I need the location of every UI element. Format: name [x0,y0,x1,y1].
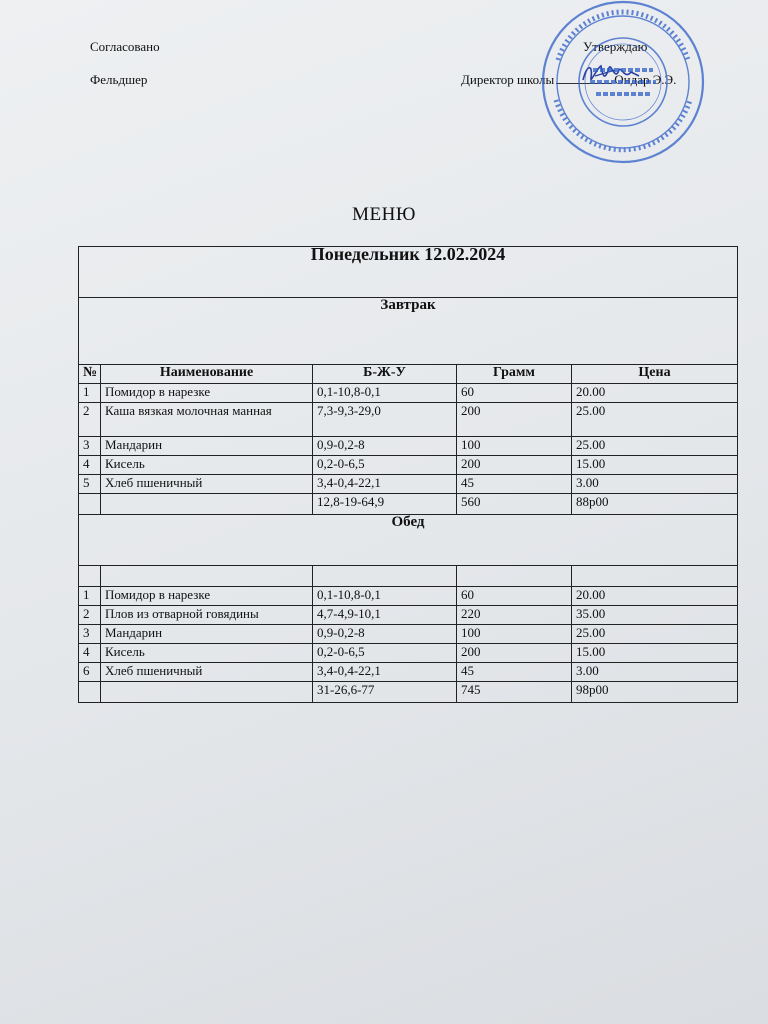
item-name: Хлеб пшеничный [101,663,313,682]
item-grams: 100 [457,437,572,456]
item-no: 1 [79,384,101,403]
item-grams: 200 [457,456,572,475]
item-grams: 45 [457,475,572,494]
item-no: 1 [79,587,101,606]
item-name: Кисель [101,456,313,475]
item-price: 20.00 [572,587,738,606]
item-price: 25.00 [572,625,738,644]
column-header-price: Цена [572,365,738,384]
blank-row [79,566,738,587]
table-row [79,663,738,682]
item-grams: 60 [457,384,572,403]
empty-cell [101,494,313,515]
item-no: 3 [79,437,101,456]
item-name: Плов из отварной говядины [101,606,313,625]
breakfast-total-row [79,494,738,515]
total-bju: 31-26,6-77 [313,682,457,703]
item-name: Мандарин [101,625,313,644]
item-name: Помидор в нарезке [101,587,313,606]
table-row [79,644,738,663]
item-name: Мандарин [101,437,313,456]
table-row [79,587,738,606]
item-price: 25.00 [572,403,738,437]
item-no: 2 [79,403,101,437]
total-grams: 745 [457,682,572,703]
table-row [79,437,738,456]
director-name: Ондар Э.Э. [614,72,677,87]
feldsher-label: Фельдшер [90,72,148,87]
item-price: 15.00 [572,644,738,663]
menu-table [78,246,738,703]
table-row [79,475,738,494]
table-row [79,606,738,625]
item-price: 3.00 [572,663,738,682]
item-name: Каша вязкая молочная манная [101,403,313,437]
item-no: 2 [79,606,101,625]
column-header-grams: Грамм [457,365,572,384]
item-bju: 7,3-9,3-29,0 [313,403,457,437]
item-no: 4 [79,644,101,663]
item-bju: 4,7-4,9-10,1 [313,606,457,625]
item-bju: 3,4-0,4-22,1 [313,475,457,494]
page-title: МЕНЮ [352,204,416,225]
item-name: Кисель [101,644,313,663]
breakfast-heading: Завтрак [79,298,738,365]
column-header-bju: Б-Ж-У [313,365,457,384]
item-bju: 0,2-0-6,5 [313,456,457,475]
table-row [79,403,738,437]
approve-label: Утверждаю [583,39,648,54]
empty-cell [79,494,101,515]
day-row [79,247,738,298]
item-bju: 0,2-0-6,5 [313,644,457,663]
empty-cell [79,682,101,703]
item-price: 35.00 [572,606,738,625]
director-label: Директор школы [461,72,555,87]
item-bju: 3,4-0,4-22,1 [313,663,457,682]
item-grams: 45 [457,663,572,682]
lunch-total-row [79,682,738,703]
lunch-heading: Обед [79,515,738,566]
item-grams: 200 [457,644,572,663]
total-grams: 560 [457,494,572,515]
item-name: Хлеб пшеничный [101,475,313,494]
total-bju: 12,8-19-64,9 [313,494,457,515]
item-price: 3.00 [572,475,738,494]
empty-cell [101,682,313,703]
item-bju: 0,9-0,2-8 [313,437,457,456]
breakfast-row [79,298,738,365]
item-no: 5 [79,475,101,494]
item-name: Помидор в нарезке [101,384,313,403]
lunch-row [79,515,738,566]
item-no: 6 [79,663,101,682]
item-grams: 60 [457,587,572,606]
item-price: 20.00 [572,384,738,403]
item-bju: 0,1-10,8-0,1 [313,587,457,606]
school-stamp-seal [538,0,708,170]
column-header-name: Наименование [101,365,313,384]
total-price: 88р00 [572,494,738,515]
table-row [79,625,738,644]
approved-label: Согласовано [90,39,160,54]
total-price: 98р00 [572,682,738,703]
item-bju: 0,9-0,2-8 [313,625,457,644]
table-row [79,456,738,475]
column-header-row [79,365,738,384]
item-no: 4 [79,456,101,475]
item-grams: 100 [457,625,572,644]
item-grams: 200 [457,403,572,437]
item-no: 3 [79,625,101,644]
item-price: 15.00 [572,456,738,475]
column-header-no: № [79,365,101,384]
item-grams: 220 [457,606,572,625]
item-price: 25.00 [572,437,738,456]
table-row [79,384,738,403]
day-heading: Понедельник 12.02.2024 [79,247,738,298]
item-bju: 0,1-10,8-0,1 [313,384,457,403]
